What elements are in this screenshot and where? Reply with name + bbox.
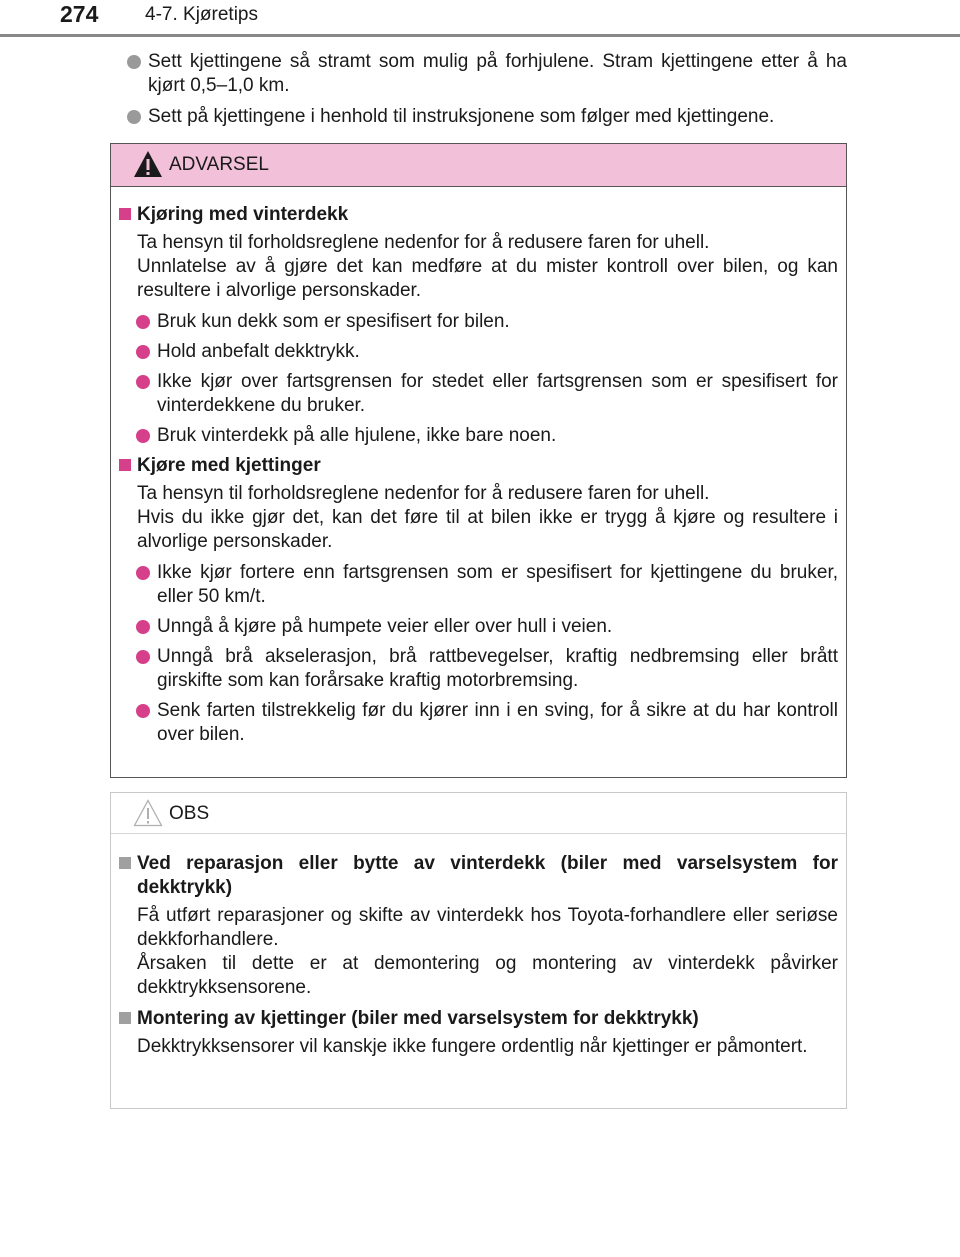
bullet-text: Bruk vinterdekk på alle hjulene, ikke bare noen. [157,425,557,446]
bullet-dot-icon [136,620,150,634]
notice-box [110,792,847,1109]
notice-section-heading [117,852,838,900]
notice-body [111,834,846,1059]
warning-bullet [136,310,838,334]
header-rule [0,34,960,37]
warning-label: ADVARSEL [169,154,269,175]
intro-bullet-text: Sett kjettingene så stramt som mulig på forhjulene. Stram kjettingene etter å ha kjørt 0,5–1,0 km. [148,51,847,96]
heading-text: Kjøring med vinterdekk [137,204,349,225]
section-title: 4-7. Kjøretips [145,4,258,25]
bullet-dot-icon [136,566,150,580]
caution-triangle-icon [133,799,163,827]
warning-bullet [136,370,838,418]
warning-bullet-list [117,561,838,747]
warning-section-text: Ta hensyn til forholdsreglene nedenfor for å redusere faren for uhell. Unnlatelse av å gjøre det kan medføre at du mister kontroll over bilen, og kan resultere i alvorlige personskader. [137,232,838,301]
warning-section-heading [117,454,838,478]
bullet-dot-icon [127,110,141,124]
notice-header [111,793,846,834]
square-bullet-icon [119,857,131,869]
warning-bullet [136,561,838,609]
intro-bullet [127,50,847,98]
square-bullet-icon [119,459,131,471]
bullet-dot-icon [136,650,150,664]
warning-section-heading [117,203,838,227]
bullet-text: Ikke kjør fortere enn fartsgrensen som er spesifisert for kjettingene du bruker, eller 50 km/t. [157,562,838,607]
notice-section-heading [117,1007,838,1031]
heading-text: Ved reparasjon eller bytte av vinterdekk (biler med varselsystem for dekktrykk) [137,853,838,898]
square-bullet-icon [119,208,131,220]
notice-section-text: Få utført reparasjoner og skifte av vinterdekk hos Toyota-forhandlere eller seriøse dekkforhandlere. Årsaken til dette er at demontering og montering av vinterdekk påvirker dekktrykksensorene. [137,905,838,998]
warning-box [110,143,847,778]
page-header [0,0,960,40]
bullet-dot-icon [127,55,141,69]
warning-bullet [136,645,838,693]
bullet-text: Ikke kjør over fartsgrensen for stedet eller fartsgrensen som er spesifisert for vinterdekkene du bruker. [157,371,838,416]
square-bullet-icon [119,1012,131,1024]
heading-text: Montering av kjettinger (biler med varselsystem for dekktrykk) [137,1008,699,1029]
warning-body [111,187,846,747]
intro-bullet [127,105,847,129]
warning-header [111,144,846,187]
bullet-dot-icon [136,429,150,443]
warning-bullet [136,699,838,747]
notice-label: OBS [169,803,210,824]
warning-bullet-list [117,310,838,448]
notice-section-text: Dekktrykksensorer vil kanskje ikke fungere ordentlig når kjettinger er påmontert. [137,1036,808,1057]
warning-triangle-icon [133,150,163,178]
warning-section-text: Ta hensyn til forholdsreglene nedenfor for å redusere faren for uhell. Hvis du ikke gjør det, kan det føre til at bilen ikke er trygg å kjøre og resultere i alvorlige personskader. [137,483,838,552]
page-number: 274 [60,1,99,27]
bullet-text: Unngå å kjøre på humpete veier eller over hull i veien. [157,616,613,637]
bullet-dot-icon [136,315,150,329]
bullet-dot-icon [136,345,150,359]
warning-bullet [136,340,838,364]
bullet-text: Hold anbefalt dekktrykk. [157,341,360,362]
bullet-text: Senk farten tilstrekkelig før du kjører inn i en sving, for å sikre at du har kontroll over bilen. [157,700,838,745]
bullet-text: Unngå brå akselerasjon, brå rattbevegelser, kraftig nedbremsing eller brått girskifte som kan forårsake kraftig motorbremsing. [157,646,838,691]
intro-list [127,50,847,136]
bullet-dot-icon [136,375,150,389]
intro-bullet-text: Sett på kjettingene i henhold til instruksjonene som følger med kjettingene. [148,106,775,127]
warning-bullet [136,424,838,448]
bullet-dot-icon [136,704,150,718]
heading-text: Kjøre med kjettinger [137,455,321,476]
warning-bullet [136,615,838,639]
bullet-text: Bruk kun dekk som er spesifisert for bilen. [157,311,510,332]
